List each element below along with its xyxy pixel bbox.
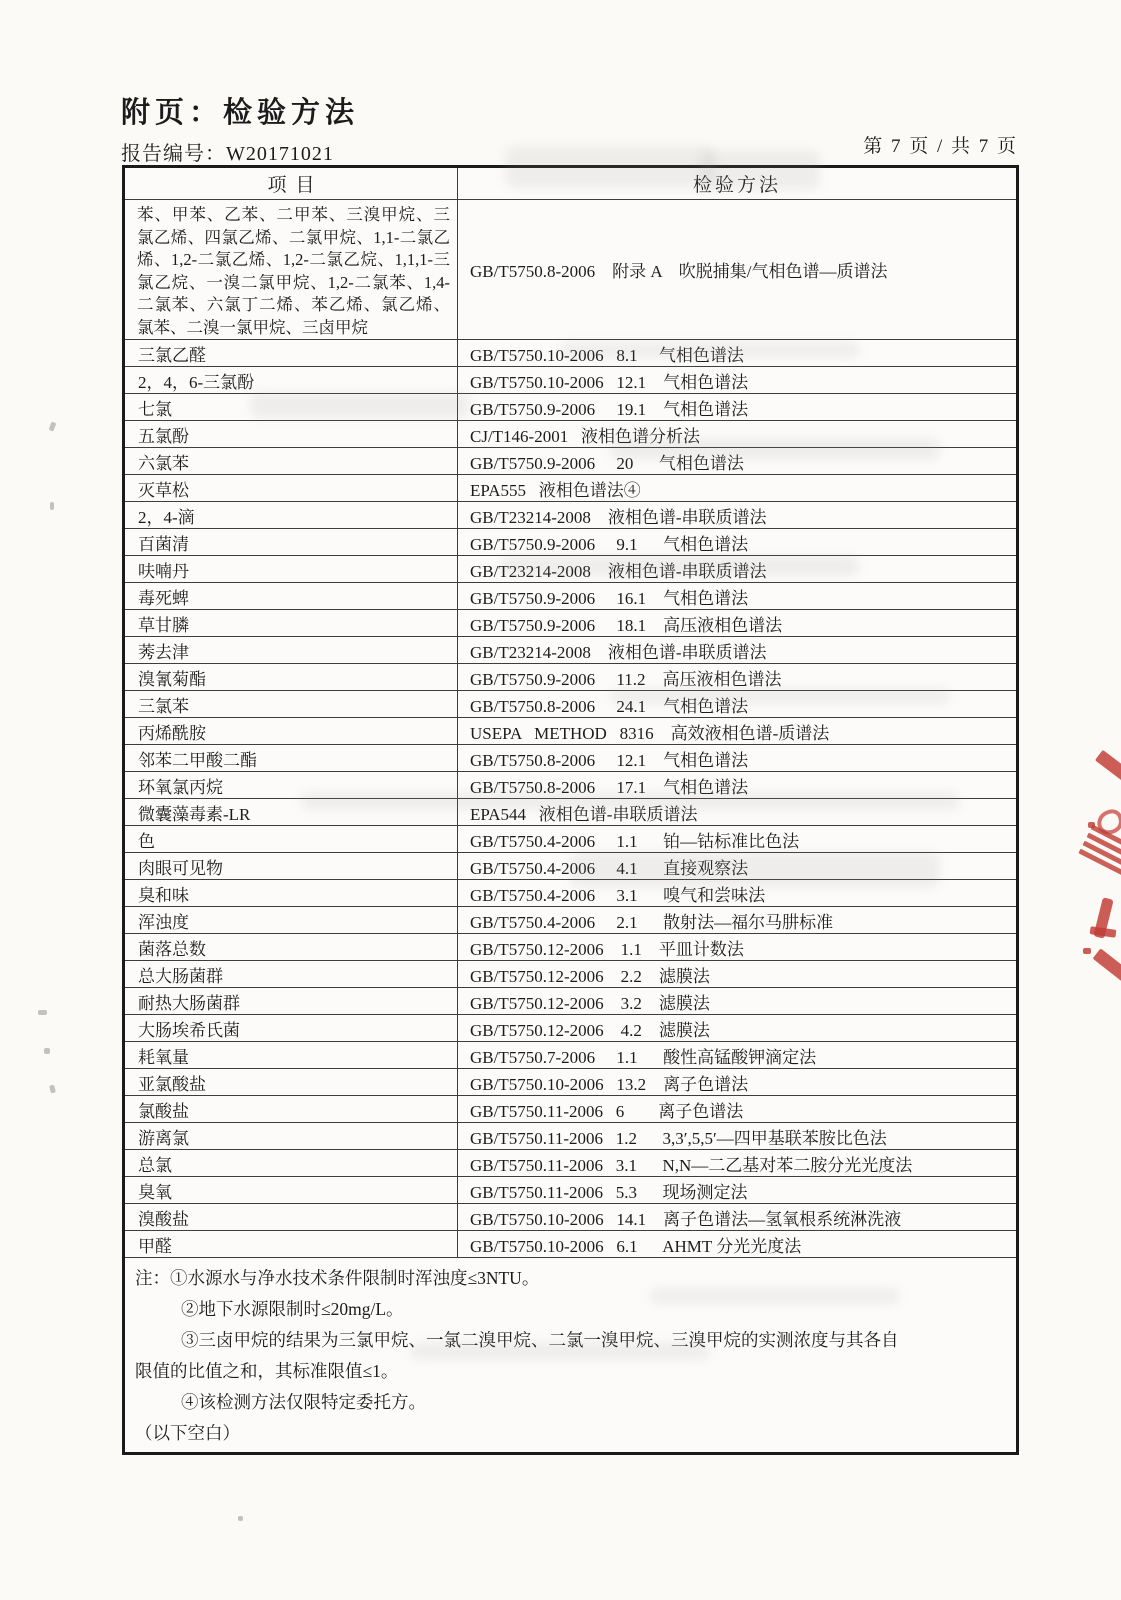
item-cell: 三氯乙醛 xyxy=(125,340,458,366)
table-row xyxy=(125,663,1016,690)
red-seal-fragment-dot xyxy=(1083,948,1091,954)
table-row xyxy=(125,717,1016,744)
item-cell: 耗氧量 xyxy=(125,1042,458,1068)
note-line: 限值的比值之和，其标准限值≤1。 xyxy=(135,1361,399,1381)
scan-artifact xyxy=(505,146,715,188)
item-cell: 丙烯酰胺 xyxy=(125,718,458,744)
item-cell: 总氯 xyxy=(125,1150,458,1176)
method-cell: GB/T5750.4-2006 2.1 散射法—福尔马肼标准 xyxy=(470,912,834,932)
table-row xyxy=(125,1122,1016,1149)
item-cell: 百菌清 xyxy=(125,529,458,555)
method-cell: GB/T5750.12-2006 3.2 滤膜法 xyxy=(470,993,710,1013)
page-title: 附页：检验方法 xyxy=(121,97,360,129)
table-row xyxy=(125,199,1016,339)
item-cell: 臭氧 xyxy=(125,1177,458,1203)
table-row xyxy=(125,960,1016,987)
method-cell: GB/T5750.9-2006 16.1 气相色谱法 xyxy=(470,588,749,608)
scan-artifact xyxy=(250,392,470,418)
note-line: （以下空白） xyxy=(135,1423,240,1443)
method-cell: GB/T5750.8-2006 17.1 气相色谱法 xyxy=(470,777,749,797)
scan-speck xyxy=(49,1084,56,1093)
scan-speck xyxy=(38,1010,47,1015)
scan-artifact xyxy=(610,688,950,704)
method-cell: EPA544 液相色谱-串联质谱法 xyxy=(470,804,698,824)
item-cell: 大肠埃希氏菌 xyxy=(125,1015,458,1041)
method-cell: GB/T5750.8-2006 24.1 气相色谱法 xyxy=(470,696,749,716)
item-cell: 溴酸盐 xyxy=(125,1204,458,1230)
method-cell: GB/T5750.12-2006 4.2 滤膜法 xyxy=(470,1020,710,1040)
item-cell: 臭和味 xyxy=(125,880,458,906)
column-header-item: 项目 xyxy=(125,168,458,199)
item-cell: 五氯酚 xyxy=(125,421,458,447)
method-cell: GB/T23214-2008 液相色谱-串联质谱法 xyxy=(470,561,767,581)
scan-artifact xyxy=(610,438,940,460)
table-row xyxy=(125,1149,1016,1176)
table-row xyxy=(125,1068,1016,1095)
scan-speck xyxy=(49,421,57,431)
method-cell: GB/T5750.11-2006 5.3 现场测定法 xyxy=(470,1182,748,1202)
table-row xyxy=(125,528,1016,555)
item-cell: 六氯苯 xyxy=(125,448,458,474)
item-cell: 总大肠菌群 xyxy=(125,961,458,987)
method-cell: GB/T5750.7-2006 1.1 酸性高锰酸钾滴定法 xyxy=(470,1047,817,1067)
method-cell: GB/T5750.9-2006 9.1 气相色谱法 xyxy=(470,534,749,554)
method-cell: GB/T5750.10-2006 13.2 离子色谱法 xyxy=(470,1074,749,1094)
note-line: ③三卤甲烷的结果为三氯甲烷、一氯二溴甲烷、二氯一溴甲烷、三溴甲烷的实测浓度与其各自 xyxy=(181,1330,899,1350)
item-cell: 七氯 xyxy=(125,394,458,420)
table-row xyxy=(125,987,1016,1014)
item-cell: 灭草松 xyxy=(125,475,458,501)
scan-artifact xyxy=(700,150,820,190)
method-cell: GB/T23214-2008 液相色谱-串联质谱法 xyxy=(470,642,767,662)
scan-artifact xyxy=(570,852,940,888)
method-cell: GB/T5750.10-2006 14.1 离子色谱法—氢氧根系统淋洗液 xyxy=(470,1209,902,1229)
scan-artifact xyxy=(560,342,860,358)
method-cell: USEPA METHOD 8316 高效液相色谱-质谱法 xyxy=(470,723,830,743)
method-cell: GB/T5750.9-2006 19.1 气相色谱法 xyxy=(470,399,749,419)
method-cell: GB/T5750.11-2006 3.1 N,N—二乙基对苯二胺分光光度法 xyxy=(470,1155,913,1175)
method-cell: GB/T5750.4-2006 3.1 嗅气和尝味法 xyxy=(470,885,766,905)
item-cell: 三氯苯 xyxy=(125,691,458,717)
method-cell: GB/T5750.12-2006 1.1 平皿计数法 xyxy=(470,939,744,959)
table-row xyxy=(125,933,1016,960)
red-seal-fragment-stroke xyxy=(1095,750,1121,795)
item-cell: 肉眼可见物 xyxy=(125,853,458,879)
method-cell: CJ/T146-2001 液相色谱分析法 xyxy=(470,426,700,446)
table-row xyxy=(125,501,1016,528)
item-cell: 微囊藻毒素-LR xyxy=(125,799,458,825)
method-cell: GB/T5750.9-2006 18.1 高压液相色谱法 xyxy=(470,615,783,635)
report-number: 报告编号：W20171021 xyxy=(121,143,334,165)
note-line: 注：①水源水与净水技术条件限制时浑浊度≤3NTU。 xyxy=(135,1268,540,1288)
table-row xyxy=(125,744,1016,771)
item-cell: 呋喃丹 xyxy=(125,556,458,582)
method-cell: GB/T5750.12-2006 2.2 滤膜法 xyxy=(470,966,710,986)
table-row xyxy=(125,906,1016,933)
method-cell: GB/T5750.4-2006 4.1 直接观察法 xyxy=(470,858,749,878)
method-cell: GB/T5750.8-2006 12.1 气相色谱法 xyxy=(470,750,749,770)
item-cell: 毒死蜱 xyxy=(125,583,458,609)
table-row xyxy=(125,1041,1016,1068)
note-line: ②地下水源限制时≤20mg/L。 xyxy=(181,1299,404,1319)
method-cell: GB/T5750.10-2006 6.1 AHMT 分光光度法 xyxy=(470,1236,802,1256)
item-cell: 溴氰菊酯 xyxy=(125,664,458,690)
scan-speck xyxy=(50,502,54,510)
method-cell: GB/T5750.9-2006 20 气相色谱法 xyxy=(470,453,744,473)
item-cell: 苯、甲苯、乙苯、二甲苯、三溴甲烷、三氯乙烯、四氯乙烯、二氯甲烷、1,1-二氯乙烯、1,2-二氯乙烯、1,2-二氯乙烷、1,1,1-三氯乙烷、一溴二氯甲烷、1,2-二氯苯、1,4-二氯苯、六氯丁二烯、苯乙烯、氯乙烯、氯苯、二溴一氯甲烷、三卤甲烷 xyxy=(125,200,458,339)
scan-artifact xyxy=(650,1288,900,1304)
red-seal-fragment-mark xyxy=(1090,926,1117,938)
table-row xyxy=(125,609,1016,636)
table-row xyxy=(125,825,1016,852)
scan-artifact xyxy=(500,556,860,576)
methods-table xyxy=(122,165,1019,1455)
item-cell: 浑浊度 xyxy=(125,907,458,933)
method-cell: GB/T5750.11-2006 1.2 3,3′,5,5′—四甲基联苯胺比色法 xyxy=(470,1128,887,1148)
item-cell: 亚氯酸盐 xyxy=(125,1069,458,1095)
column-header-method: 检验方法 xyxy=(692,175,781,196)
table-row xyxy=(125,636,1016,663)
page-indicator: 第 7 页 / 共 7 页 xyxy=(863,136,1018,157)
table-row xyxy=(125,366,1016,393)
scan-artifact xyxy=(300,792,960,810)
note-line: ④该检测方法仅限特定委托方。 xyxy=(181,1392,426,1412)
scan-artifact xyxy=(410,1342,710,1360)
item-cell: 邻苯二甲酸二酯 xyxy=(125,745,458,771)
method-cell: GB/T5750.11-2006 6 离子色谱法 xyxy=(470,1101,744,1121)
item-cell: 莠去津 xyxy=(125,637,458,663)
method-cell: GB/T5750.10-2006 8.1 气相色谱法 xyxy=(470,345,744,365)
item-cell: 耐热大肠菌群 xyxy=(125,988,458,1014)
method-cell: EPA555 液相色谱法④ xyxy=(470,480,641,500)
method-cell: GB/T5750.10-2006 12.1 气相色谱法 xyxy=(470,372,749,392)
table-row xyxy=(125,474,1016,501)
table-row xyxy=(125,1014,1016,1041)
method-cell: GB/T5750.8-2006 附录 A 吹脱捕集/气相色谱—质谱法 xyxy=(470,262,888,281)
table-row xyxy=(125,1203,1016,1230)
table-row xyxy=(125,1095,1016,1122)
method-cell: GB/T23214-2008 液相色谱-串联质谱法 xyxy=(470,507,767,527)
table-row xyxy=(125,582,1016,609)
item-cell: 草甘膦 xyxy=(125,610,458,636)
item-cell: 氯酸盐 xyxy=(125,1096,458,1122)
table-row xyxy=(125,1230,1016,1257)
item-cell: 菌落总数 xyxy=(125,934,458,960)
table-row xyxy=(125,1176,1016,1203)
item-cell: 游离氯 xyxy=(125,1123,458,1149)
item-cell: 色 xyxy=(125,826,458,852)
method-cell: GB/T5750.4-2006 1.1 铂—钴标准比色法 xyxy=(470,831,800,851)
scan-speck xyxy=(238,1516,243,1521)
item-cell: 2，4，6-三氯酚 xyxy=(125,367,458,393)
item-cell: 甲醛 xyxy=(125,1231,458,1257)
red-seal-fragment-stroke xyxy=(1093,948,1121,996)
item-cell: 环氧氯丙烷 xyxy=(125,772,458,798)
item-cell: 2，4-滴 xyxy=(125,502,458,528)
method-cell: GB/T5750.9-2006 11.2 高压液相色谱法 xyxy=(470,669,782,689)
scan-speck xyxy=(44,1048,50,1054)
